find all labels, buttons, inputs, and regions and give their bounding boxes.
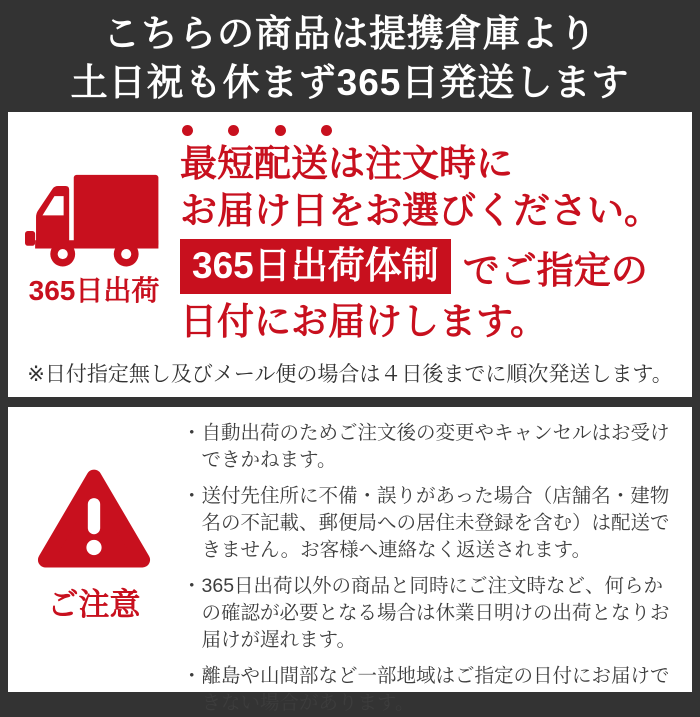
caution-item: ・自動出荷のためご注文後の変更やキャンセルはお受けできかねます。 <box>182 422 670 471</box>
caution-item: ・365日出荷以外の商品と同時にご注文時など、何らかの確認が必要となる場合は休業日明けの出荷となりお届けが遅れます。 <box>182 575 670 651</box>
truck-column <box>8 112 180 397</box>
caution-column <box>8 407 180 692</box>
caution-item: ・離島や山間部など一部地域はご指定の日付にお届けできない場合があります。 <box>182 665 670 714</box>
shipping-line-1: 最短配送は注文時に <box>180 143 513 184</box>
emphasis-dots-icon <box>182 125 332 137</box>
caution-label: ご注意 <box>47 587 141 622</box>
shipping-badge: 365日出荷体制 <box>180 239 451 294</box>
caution-panel <box>8 407 692 714</box>
shipping-line-4: 日付にお届けします。 <box>180 301 548 342</box>
header-line-2: 土日祝も休まず365日発送します <box>70 62 630 103</box>
emphasis-dot <box>182 125 193 136</box>
shipping-line-2: お届け日をお選びください。 <box>180 190 661 231</box>
caution-item: ・送付先住所に不備・誤りがあった場合（店舗名・建物名の不記載、郵便局への居住未登録を含む）は配送できません。お客様へ連絡なく返送されます。 <box>182 485 670 561</box>
emphasis-dot <box>275 125 286 136</box>
header-banner <box>0 0 700 112</box>
truck-label: 365日出荷 <box>28 275 160 306</box>
shipping-panel <box>8 112 692 397</box>
emphasis-dot <box>228 125 239 136</box>
emphasis-dot <box>321 125 332 136</box>
delivery-truck-icon <box>25 172 163 268</box>
caution-list <box>180 407 692 714</box>
header-line-1: こちらの商品は提携倉庫より <box>103 13 597 54</box>
shipping-text-block <box>180 112 692 397</box>
shipping-line-3-suffix: でご指定の <box>462 249 648 291</box>
warning-triangle-icon <box>37 465 151 573</box>
shipping-note: ※日付指定無し及びメール便の場合は４日後までに順次発送します。 <box>27 363 673 386</box>
